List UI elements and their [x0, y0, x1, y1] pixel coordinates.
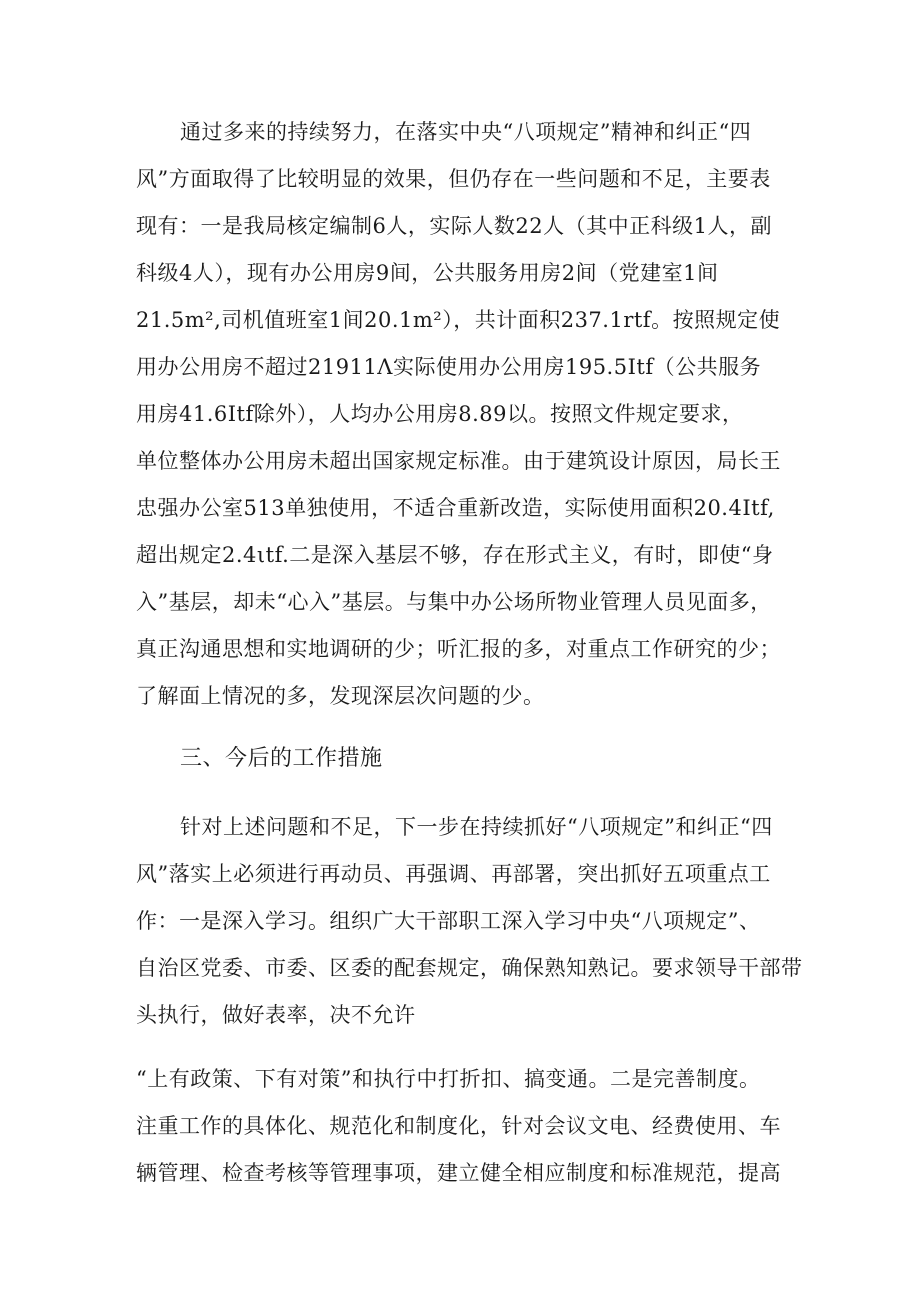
paragraph-line: 现有：一是我局核定编制6人，实际人数22人（其中正科级1人，副 [136, 214, 772, 238]
paragraph-line: 21.5m²,司机值班室1间20.1m²），共计面积237.1rtf。按照规定使 [136, 308, 781, 332]
paragraph-line: 单位整体办公用房未超出国家规定标准。由于建筑设计原因，局长王 [136, 449, 781, 473]
paragraph-line: “上有政策、下有对策”和执行中打折扣、搞变通。二是完善制度。 [136, 1067, 761, 1091]
paragraph-line: 了解面上情况的多，发现深层次问题的少。 [136, 684, 545, 708]
paragraph-line: 自治区党委、市委、区委的配套规定，确保熟知熟记。要求领导干部带 [136, 956, 803, 980]
paragraph-line: 忠强办公室513单独使用，不适合重新改造，实际使用面积20.4Itf, [136, 496, 775, 520]
paragraph-line: 用办公用房不超过21911Λ实际使用办公用房195.5Itf（公共服务 [136, 355, 762, 379]
paragraph-line: 风”方面取得了比较明显的效果，但仍存在一些问题和不足，主要表 [136, 167, 771, 191]
paragraph-line: 用房41.6Itf除外），人均办公用房8.89以。按照文件规定要求， [136, 402, 744, 426]
paragraph-line: 辆管理、检查考核等管理事项，建立健全相应制度和标准规范，提高 [136, 1161, 781, 1185]
paragraph-line: 作：一是深入学习。组织广大干部职工深入学习中央“八项规定”、 [136, 909, 761, 933]
paragraph-line: 入”基层，却未“心入”基层。与集中办公场所物业管理人员见面多， [136, 590, 772, 614]
paragraph-line: 真正沟通思想和实地调研的少；听汇报的多，对重点工作研究的少； [136, 637, 781, 661]
paragraph-line: 超出规定2.4ιtf.二是深入基层不够，存在形式主义，有时，即使“身 [136, 543, 774, 567]
section-heading: 三、今后的工作措施 [180, 746, 383, 771]
paragraph-line: 通过多来的持续努力，在落实中央“八项规定”精神和纠正“四 [180, 120, 752, 144]
paragraph-line: 针对上述问题和不足，下一步在持续抓好“八项规定”和纠正“四 [180, 815, 773, 839]
paragraph-line: 科级4人），现有办公用房9间，公共服务用房2间（党建室1间 [136, 261, 719, 285]
paragraph-line: 风”落实上必须进行再动员、再强调、再部署，突出抓好五项重点工 [136, 862, 771, 886]
paragraph-line: 头执行，做好表率，决不允许 [136, 1003, 416, 1027]
paragraph-line: 注重工作的具体化、规范化和制度化，针对会议文电、经费使用、车 [136, 1114, 781, 1138]
